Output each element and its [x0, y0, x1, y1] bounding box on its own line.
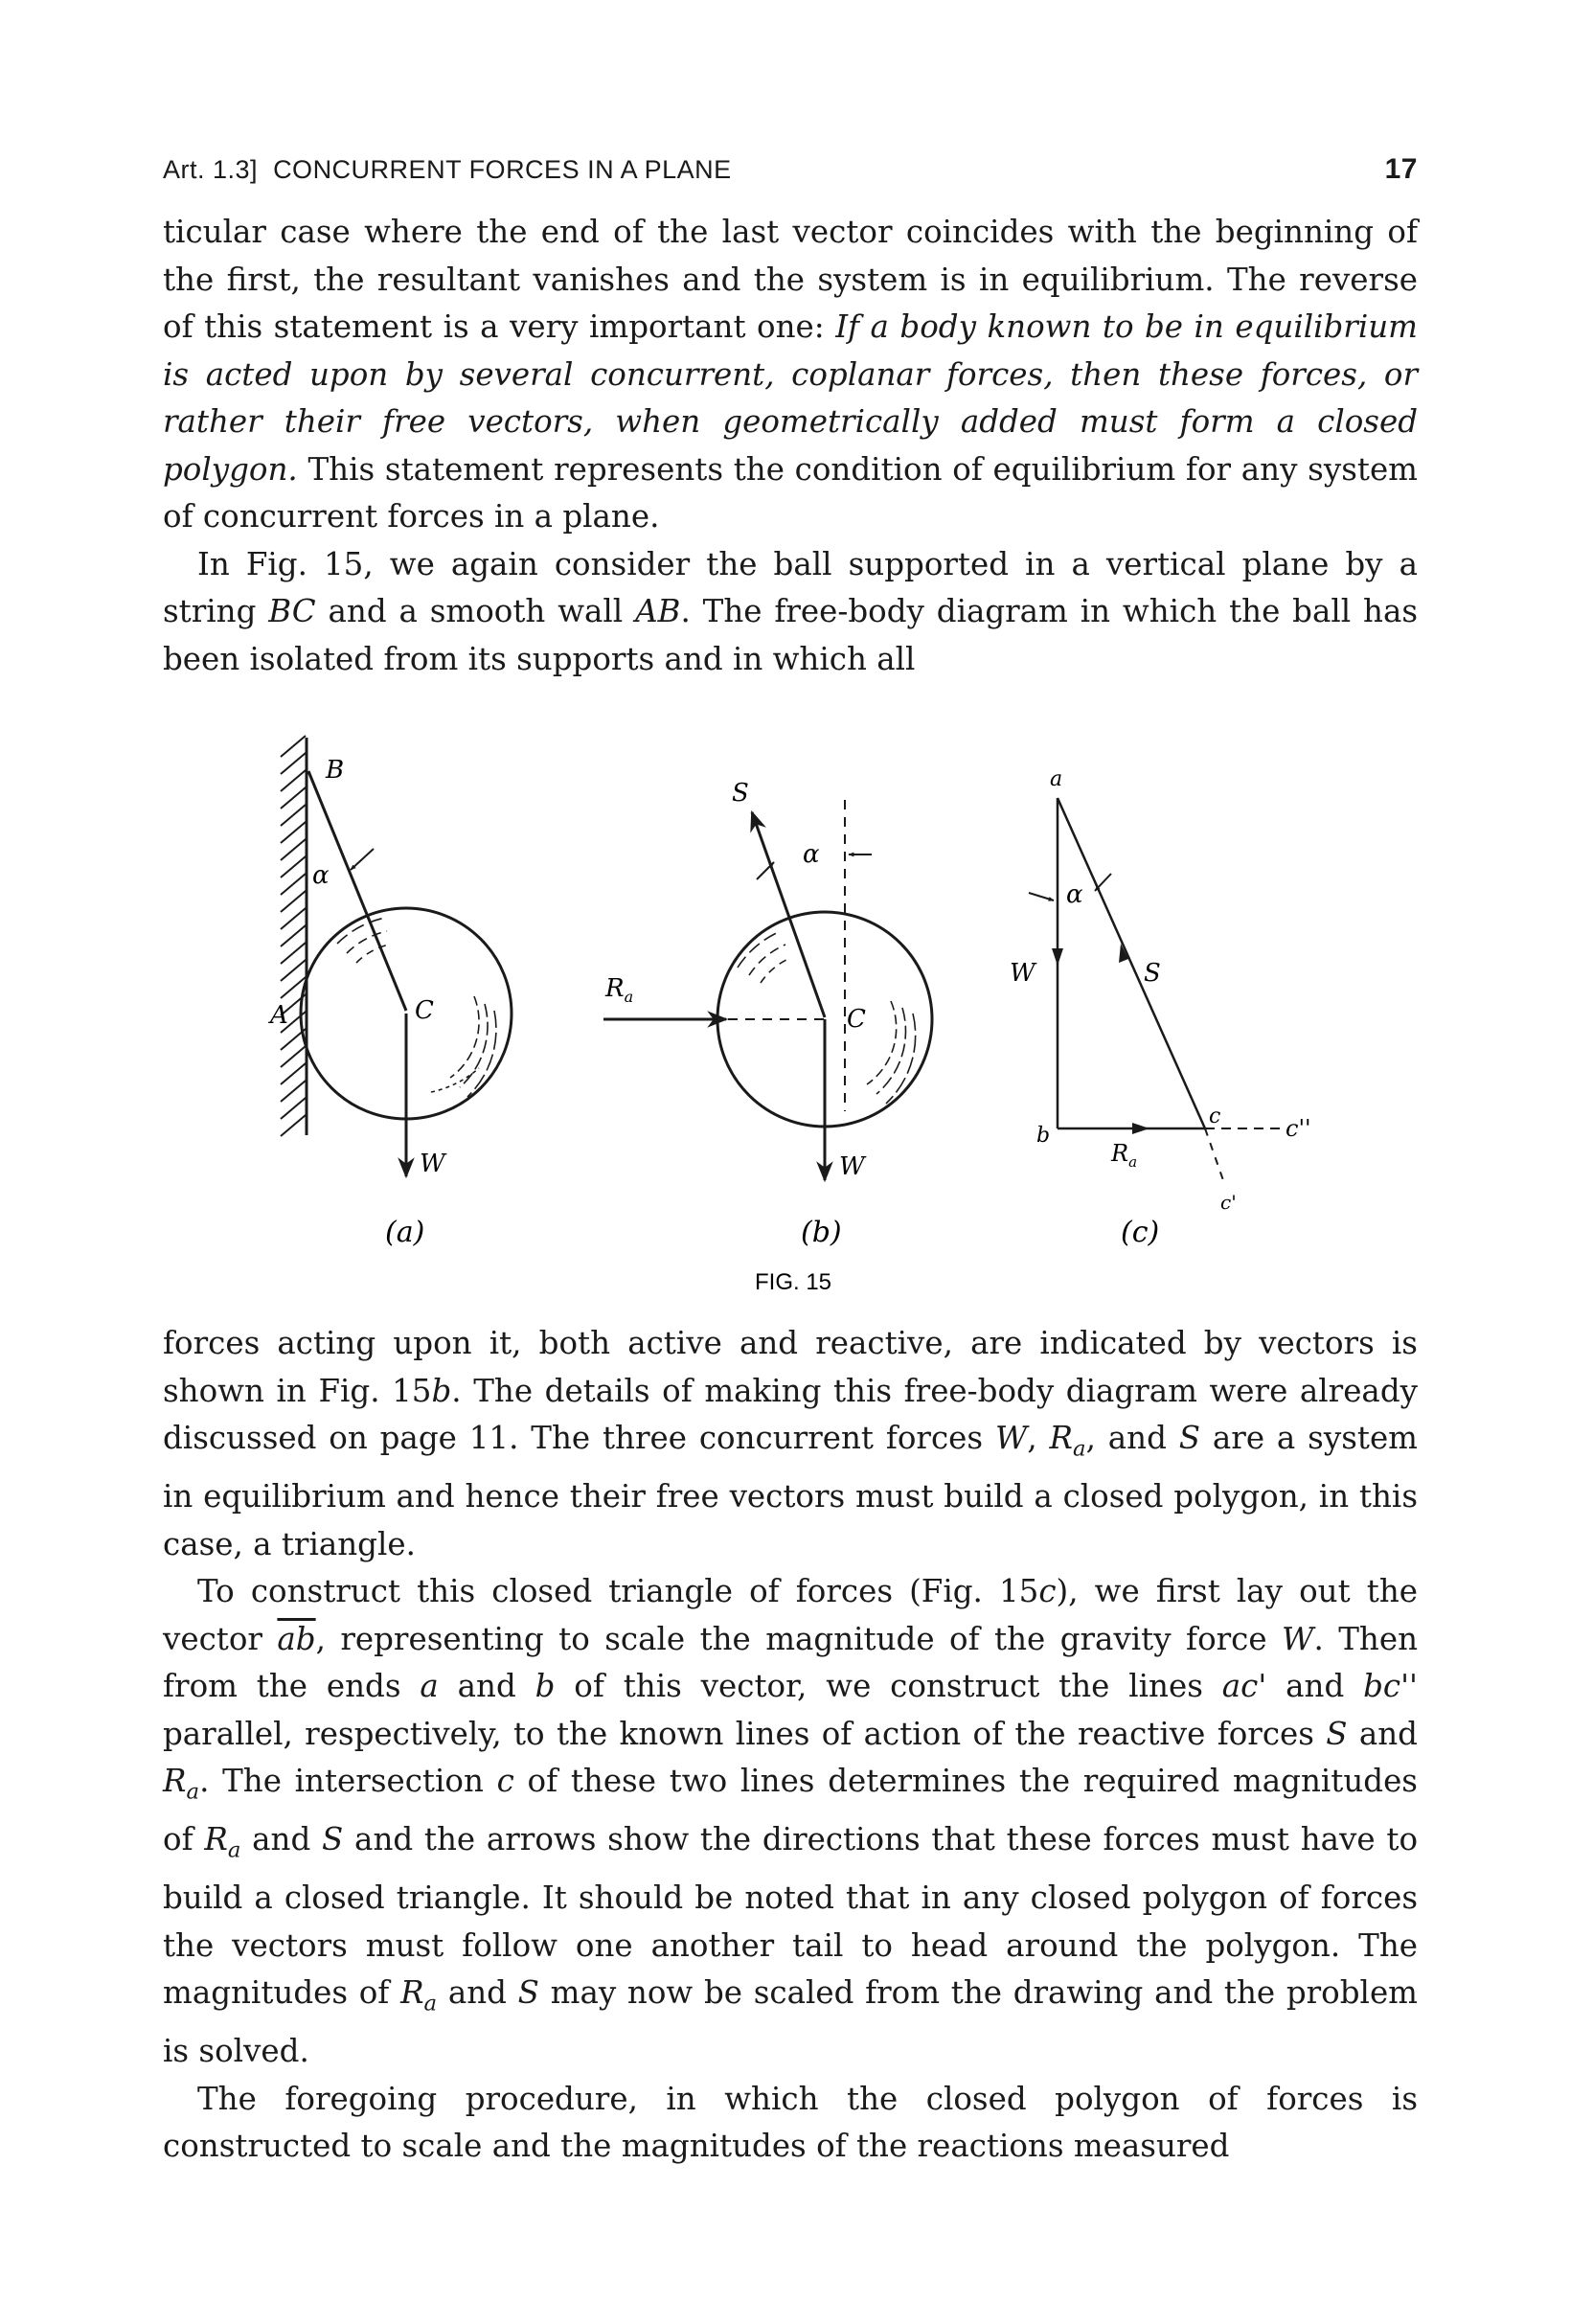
text-run: If a body known to be in equilibrium is acted upon by several concurrent, coplanar forces, then these forces, or rather their free vectors, when geometrically added must form a closed polygon.: [163, 308, 1418, 488]
text-run: b: [431, 1372, 452, 1409]
text-run: R: [204, 1821, 228, 1857]
text-run: S: [1326, 1715, 1348, 1752]
label-a-c: a: [1050, 767, 1063, 791]
text-run: bc'': [1363, 1668, 1418, 1704]
text-run: b: [535, 1668, 556, 1704]
text-run: c: [496, 1763, 514, 1799]
text-run: are a system in equilibrium and hence their free vectors must build a closed polygon, in this case, a triangle.: [163, 1420, 1418, 1562]
page-number: 17: [1384, 153, 1418, 185]
label-w-b: W: [839, 1152, 865, 1181]
label-c-double-prime: c'': [1286, 1115, 1311, 1142]
label-alpha-a: α: [312, 861, 330, 890]
alpha-arrow-a: [351, 849, 374, 870]
label-c-a: C: [415, 996, 434, 1025]
label-alpha-c: α: [1066, 880, 1083, 909]
panel-a: [268, 736, 512, 1249]
text-run: and: [1347, 1715, 1418, 1752]
label-b: B: [326, 756, 345, 785]
text-run: and: [1266, 1668, 1364, 1704]
label-a-point: A: [270, 1001, 288, 1030]
label-s-b: S: [732, 779, 749, 808]
paragraph: [163, 2076, 1418, 2171]
text-run: S: [1178, 1420, 1201, 1456]
weight-arrowhead-c: [1052, 948, 1063, 966]
line-ac-prime: [1205, 1128, 1224, 1183]
label-ra-c: $R_a$: [1111, 1140, 1138, 1171]
text-run: , and: [1085, 1420, 1179, 1456]
text-run: W: [994, 1420, 1028, 1456]
wall-hatching-a: [281, 736, 306, 1136]
panel-b: [603, 779, 932, 1249]
text-run: . The details of making this free-body diagram were already discussed on page 11. The three concurrent forces: [163, 1372, 1418, 1456]
panel-label-c: (c): [1121, 1216, 1160, 1249]
header-article-title: Art. 1.3] CONCURRENT FORCES IN A PLANE: [163, 155, 732, 184]
text-run: , representing to scale the magnitude of the gravity force: [315, 1620, 1283, 1657]
text-run: and the arrows show the directions that these forces must have to build a closed triangle. It should be noted that in any closed polygon of forces the vectors must follow one another tail to head around the polygon. The magnitudes of: [163, 1821, 1419, 2011]
text-run: This statement represents the condition of equilibrium for any system of concurrent forces in a plane.: [163, 450, 1418, 535]
text-run: R: [163, 1763, 187, 1799]
reaction-arrowhead-c: [1132, 1123, 1149, 1134]
panel-label-a: (a): [385, 1216, 425, 1249]
ball-shading-b: [738, 931, 916, 1104]
text-run: In Fig. 15, we again consider the ball supported in a vertical plane by a string: [163, 545, 1418, 629]
figure-caption: FIG. 15: [754, 1269, 832, 1295]
label-w-a: W: [420, 1150, 445, 1178]
string-bc: [308, 771, 406, 1011]
text-run: of this vector, we construct the lines: [555, 1668, 1222, 1704]
text-run: a: [420, 1668, 439, 1704]
text-run: and: [438, 1668, 535, 1704]
panel-label-b: (b): [801, 1216, 842, 1249]
text-run: ), we first lay out the vector: [163, 1573, 1418, 1657]
label-c-b: C: [847, 1005, 866, 1034]
text-run: $\overline{ab}$: [277, 1620, 316, 1657]
text-run: . The free-body diagram in which the ball has been isolated from its supports and in which all: [163, 593, 1418, 677]
text-run: parallel, respectively, to the known lines of action of the reactive forces: [163, 1715, 1327, 1752]
tension-vector-c: [1058, 798, 1205, 1128]
text-run: The foregoing procedure, in which the closed polygon of forces is constructed to scale and the magnitudes of the reactions measured: [163, 2080, 1418, 2164]
label-ra-b: $R_a$: [605, 974, 634, 1006]
text-run: . The intersection: [199, 1763, 497, 1799]
text-run: ticular case where the end of the last vector coincides with the beginning of the first, the resultant vanishes and the system is in equilibrium. The reverse of this statement is a very important one:: [163, 214, 1418, 345]
text-run: BC: [268, 593, 316, 629]
label-s-c: S: [1144, 959, 1161, 988]
text-run: ac': [1221, 1668, 1267, 1704]
text-run: ,: [1027, 1420, 1050, 1456]
label-b-c: b: [1036, 1124, 1051, 1148]
alpha-arrow-left-c: [1029, 893, 1054, 900]
text-block-bottom: [163, 1320, 1418, 2171]
panel-c: [1010, 767, 1311, 1249]
paragraph: [163, 1568, 1418, 2076]
text-run: a: [423, 1991, 438, 2016]
text-run: a: [1073, 1436, 1086, 1462]
text-run: a: [227, 1837, 241, 1863]
text-run: may now be scaled from the drawing and the problem is solved.: [163, 1974, 1418, 2069]
text-run: a: [186, 1779, 200, 1805]
text-run: and: [240, 1821, 323, 1857]
text-run: forces acting upon it, both active and reactive, are indicated by vectors is shown in Fig. 15: [163, 1325, 1418, 1409]
text-run: To construct this closed triangle of forces (Fig. 15: [197, 1573, 1039, 1609]
text-run: R: [1049, 1420, 1074, 1456]
alpha-arrow-right-c: [1095, 874, 1111, 891]
label-alpha-b: α: [803, 840, 820, 869]
text-run: AB: [635, 593, 681, 629]
text-run: R: [400, 1974, 424, 2011]
label-c-prime: c': [1220, 1191, 1237, 1214]
text-run: S: [322, 1821, 344, 1857]
text-run: W: [1282, 1620, 1314, 1657]
text-run: S: [517, 1974, 539, 2011]
paragraph: [163, 1320, 1418, 1568]
text-run: and: [437, 1974, 518, 2011]
text-run: . Then from the ends: [163, 1620, 1418, 1704]
label-w-c: W: [1010, 959, 1035, 988]
text-run: and a smooth wall: [315, 593, 636, 629]
text-run: c: [1038, 1573, 1057, 1609]
label-c-c: c: [1209, 1105, 1221, 1128]
text-run: of these two lines determines the required magnitudes of: [163, 1763, 1418, 1857]
